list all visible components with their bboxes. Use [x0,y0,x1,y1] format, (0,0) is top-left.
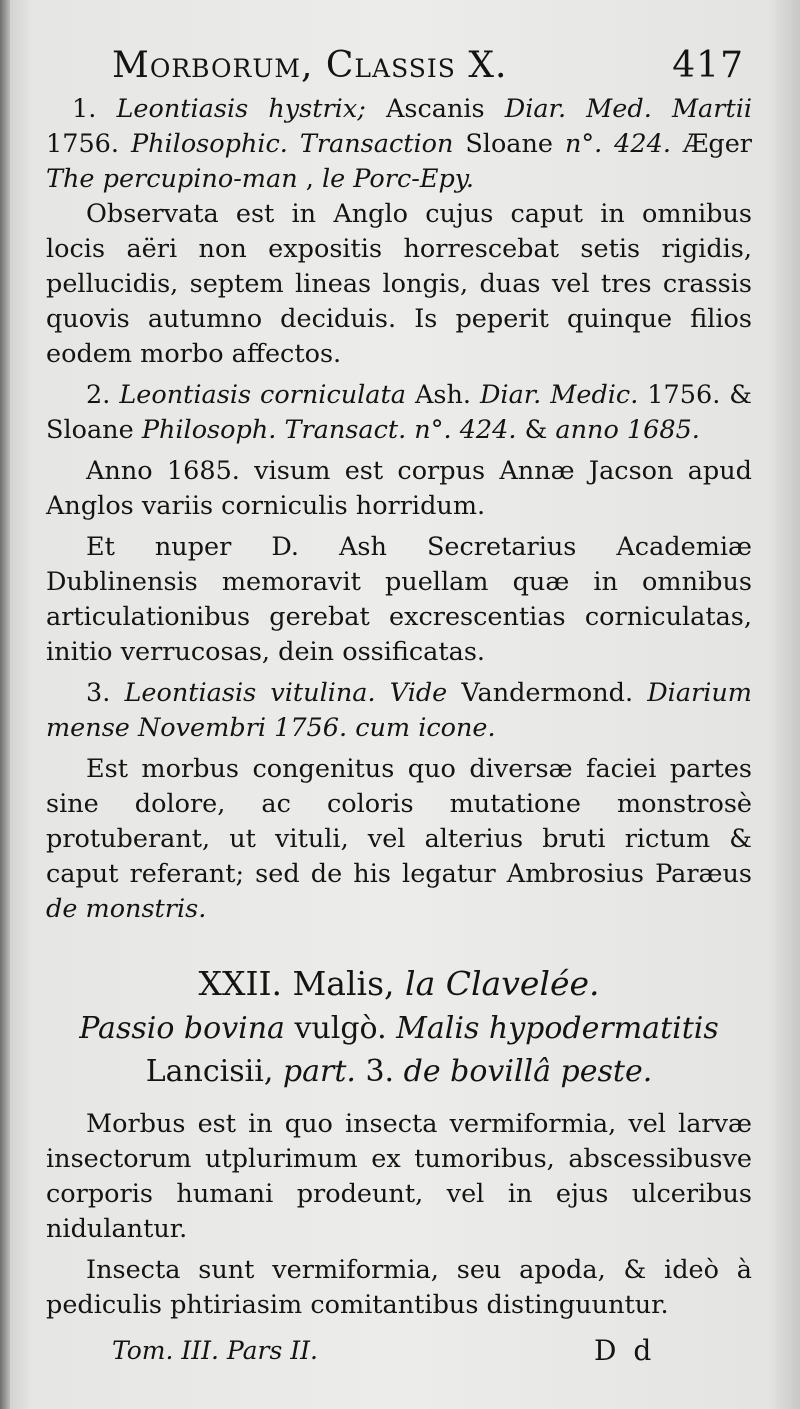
section-paragraph-2: Insecta sunt vermiformia, seu apoda, & ideò à pediculis phtiriasim comitantibus distinguuntur. [46,1255,752,1320]
entry-3-reference: 3. Leontiasis vitulina. Vide Vandermond. Diarium mense Novembri 1756. cum icone. [46,678,752,743]
footer-volume: Tom. III. Pars II. [112,1336,318,1365]
section-subheading-2: Lancisii, part. 3. de bovillâ peste. [145,1054,653,1089]
section-subheading-1: Passio bovina vulgò. Malis hypodermatitis [79,1011,719,1046]
entry-2-body-1: Anno 1685. visum est corpus Annæ Jacson apud Anglos variis corniculis horridum. [46,456,752,521]
signature-mark: D d [594,1334,656,1367]
page-text [46,40,752,1323]
entry-1-reference: 1. Leontiasis hystrix; Ascanis Diar. Med. Martii 1756. Philosophic. Transaction Sloane n°. 424. Æger The percupino-man , le Porc-Epy. [46,94,753,194]
section-heading: XXII. Malis, la Clavelée. [198,964,600,1003]
entry-3-body: Est morbus congenitus quo diversæ faciei partes sine dolore, ac coloris mutatione monstrosè protuberant, ut vituli, vel alterius bruti rictum & caput referant; sed de his legatur Ambrosius Paræus de monstris. [46,754,752,924]
entry-2-body-2: Et nuper D. Ash Secretarius Academiæ Dublinensis memoravit puellam quæ in omnibus articulationibus gerebat excrescentias corniculatas, initio verrucosas, dein ossificatas. [46,532,752,667]
entry-2-reference: 2. Leontiasis corniculata Ash. Diar. Medic. 1756. & Sloane Philosoph. Transact. n°. 424. & anno 1685. [46,380,752,445]
entry-1-body: Observata est in Anglo cujus caput in omnibus locis aëri non expositis horrescebat setis rigidis, pellucidis, septem lineas longis, duas vel tres crassis quovis autumno deciduis. Is peperit quinque filios eodem morbo affectos. [46,199,752,369]
running-title: Morborum, Classis X. [112,45,508,86]
section-paragraph-1: Morbus est in quo insecta vermiformia, vel larvæ insectorum utplurimum ex tumoribus, abscessibusve corporis humani prodeunt, vel in ejus ulceribus nidulantur. [46,1109,752,1244]
running-header [46,40,752,92]
page-number: 417 [672,45,744,86]
